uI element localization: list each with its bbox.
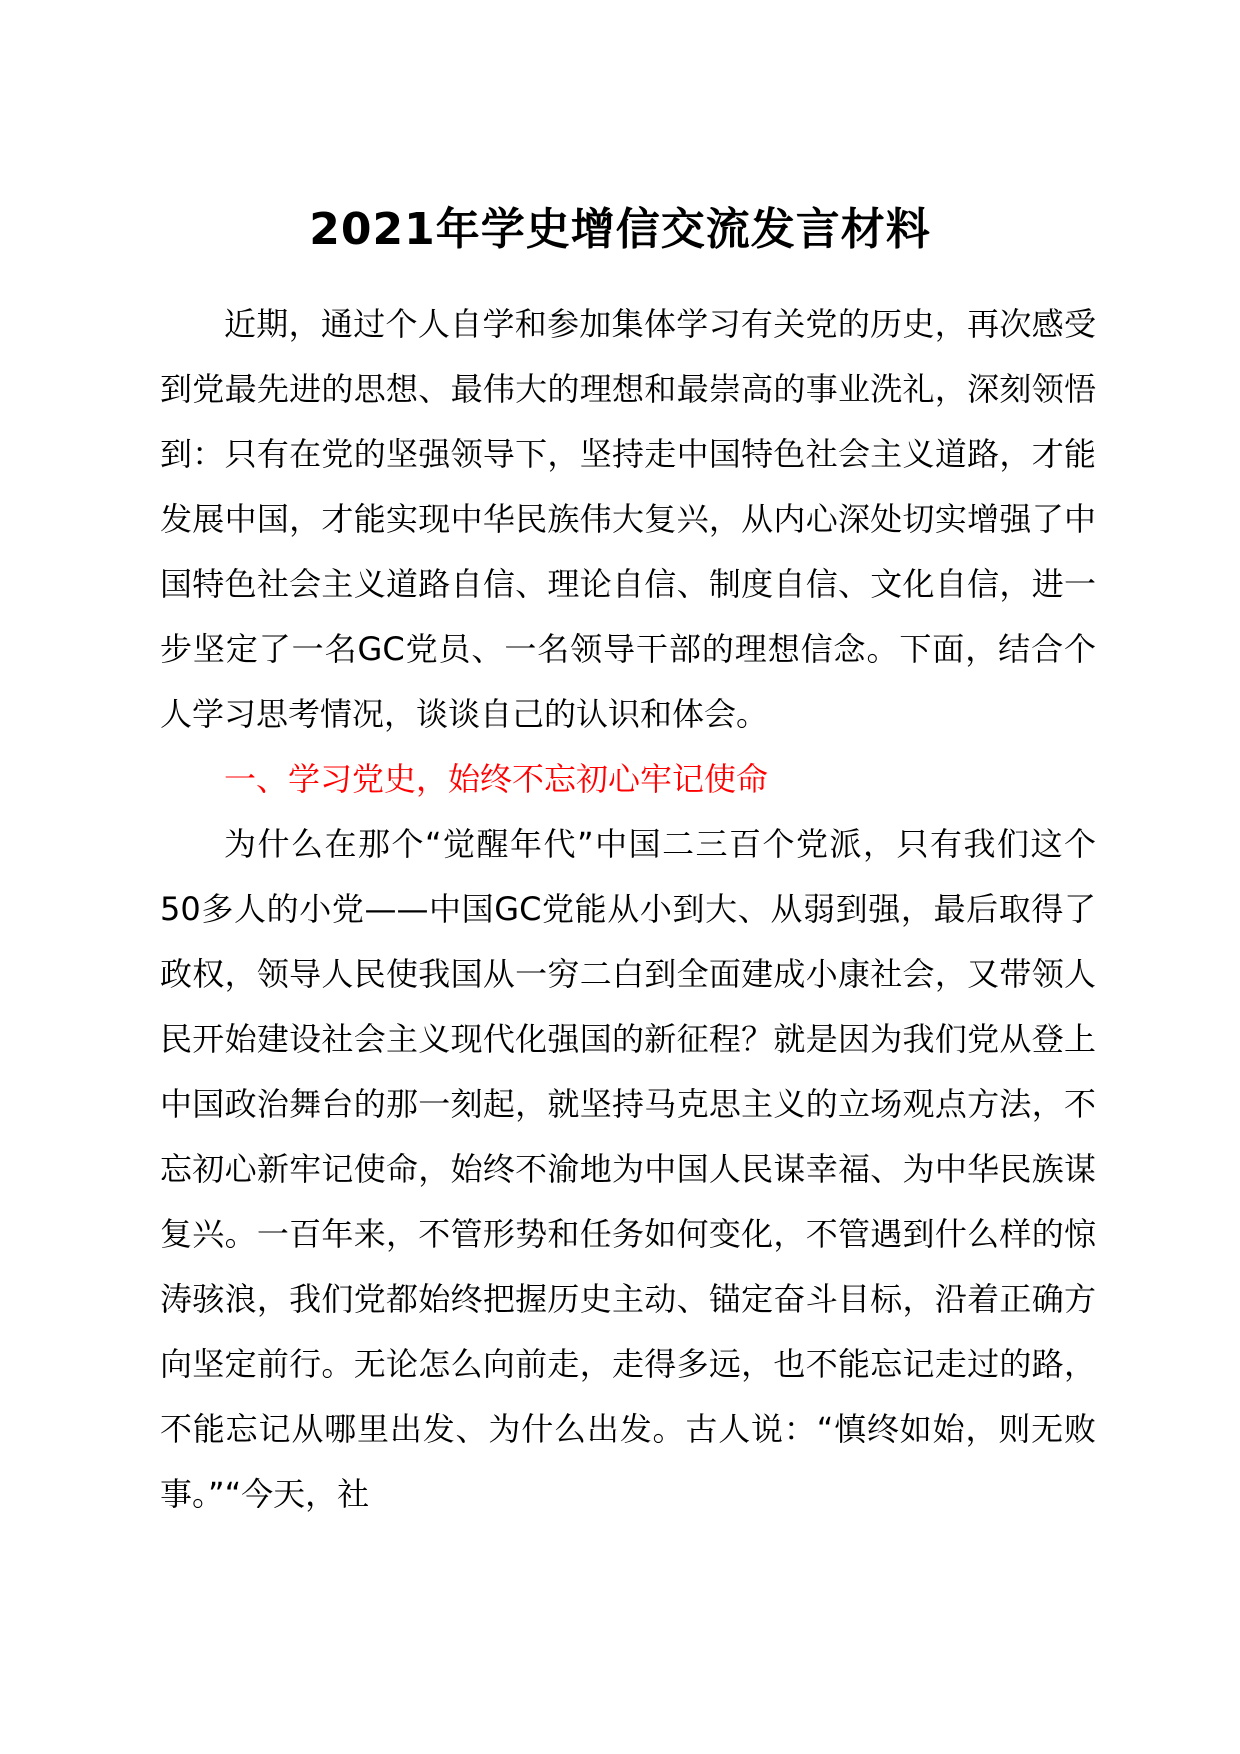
section-heading-1: 一、学习党史，始终不忘初心牢记使命 bbox=[224, 760, 769, 798]
document-body bbox=[160, 292, 1096, 1527]
paragraph-intro: 近期，通过个人自学和参加集体学习有关党的历史，再次感受到党最先进的思想、最伟大的理想和最崇高的事业洗礼，深刻领悟到：只有在党的坚强领导下，坚持走中国特色社会主义道路，才能发展中国，才能实现中华民族伟大复兴，从内心深处切实增强了中国特色社会主义道路自信、理论自信、制度自信、文化自信，进一步坚定了一名GC党员、一名领导干部的理想信念。下面，结合个人学习思考情况，谈谈自己的认识和体会。 bbox=[160, 305, 1096, 733]
paragraph-section-1: 为什么在那个“觉醒年代”中国二三百个党派，只有我们这个50多人的小党——中国GC党能从小到大、从弱到强，最后取得了政权，领导人民使我国从一穷二白到全面建成小康社会，又带领人民开始建设社会主义现代化强国的新征程？就是因为我们党从登上中国政治舞台的那一刻起，就坚持马克思主义的立场观点方法，不忘初心新牢记使命，始终不渝地为中国人民谋幸福、为中华民族谋复兴。一百年来，不管形势和任务如何变化，不管遇到什么样的惊涛骇浪，我们党都始终把握历史主动、锚定奋斗目标，沿着正确方向坚定前行。无论怎么向前走，走得多远，也不能忘记走过的路，不能忘记从哪里出发、为什么出发。古人说：“慎终如始，则无败事。”“今天，社 bbox=[160, 825, 1096, 1513]
document-title: 2021年学史增信交流发言材料 bbox=[309, 204, 931, 255]
